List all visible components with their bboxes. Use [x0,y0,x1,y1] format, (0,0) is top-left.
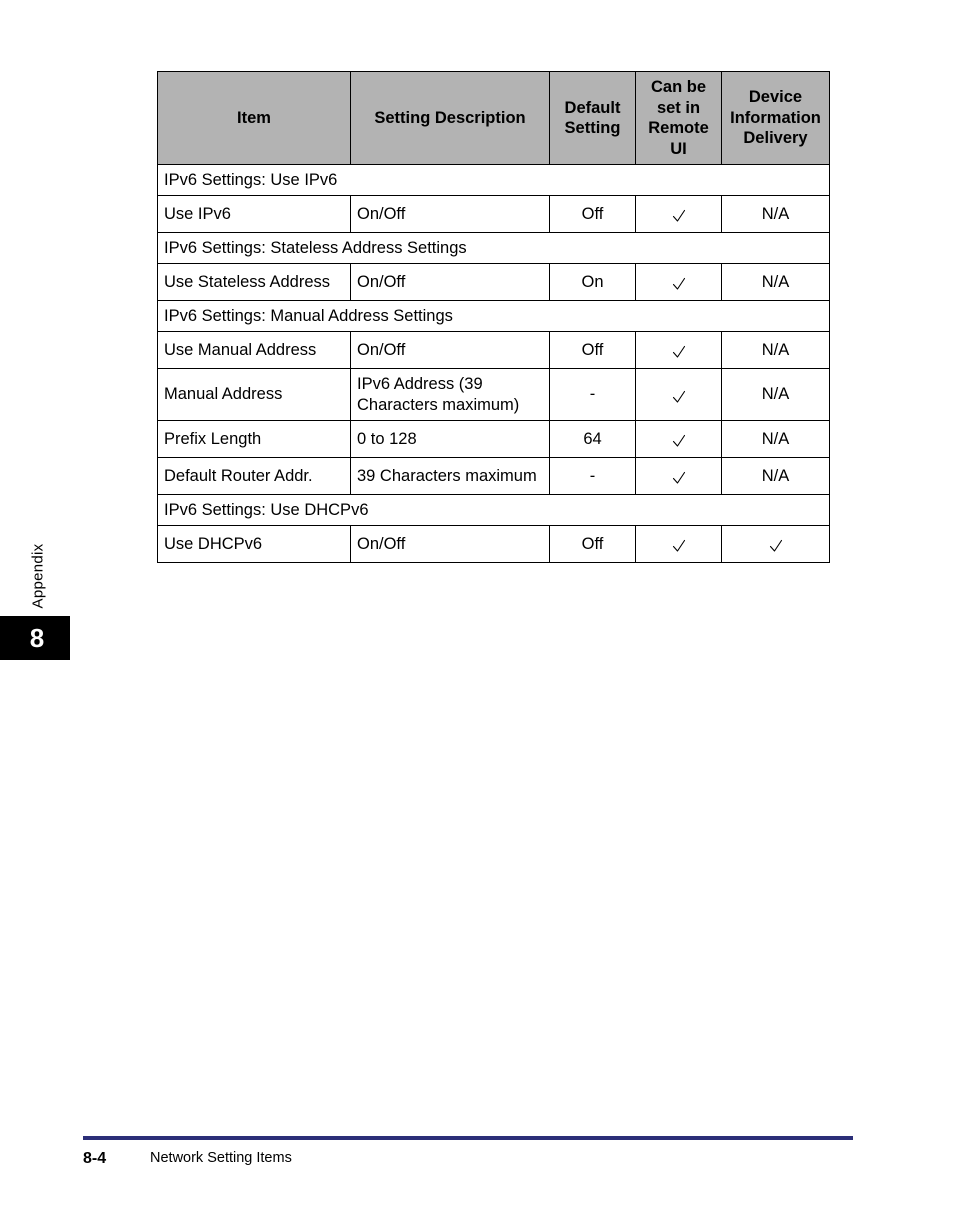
cell-device-info-delivery: N/A [722,458,830,495]
header-setting-description: Setting Description [351,72,550,165]
checkmark-icon [671,389,687,405]
chapter-number: 8 [29,622,45,653]
cell-remote-ui [636,458,722,495]
cell-default-setting: 64 [550,421,636,458]
cell-device-info-delivery: N/A [722,421,830,458]
cell-default-setting: Off [550,526,636,563]
section-label: IPv6 Settings: Manual Address Settings [158,301,830,332]
table-row [158,264,830,301]
table-row [158,196,830,233]
cell-item: Prefix Length [158,421,351,458]
cell-setting-description: On/Off [351,526,550,563]
table-section-row [158,233,830,264]
checkmark-icon [671,344,687,360]
appendix-label-text: Appendix [29,543,47,609]
table-row [158,332,830,369]
checkmark-icon [671,538,687,554]
table-section-row [158,301,830,332]
cell-remote-ui [636,526,722,563]
cell-item: Use DHCPv6 [158,526,351,563]
table-row [158,526,830,563]
checkmark-icon [671,433,687,449]
cell-setting-description: 0 to 128 [351,421,550,458]
table-row [158,458,830,495]
footer-title: Network Setting Items [150,1150,292,1166]
cell-setting-description: On/Off [351,196,550,233]
header-remote-ui: Can be set in Remote UI [636,72,722,165]
checkmark-icon [671,276,687,292]
table-header-row [158,72,830,165]
cell-item: Use Stateless Address [158,264,351,301]
settings-table [157,71,830,563]
cell-device-info-delivery: N/A [722,332,830,369]
header-item: Item [158,72,351,165]
cell-remote-ui [636,369,722,421]
cell-remote-ui [636,196,722,233]
header-default-setting: Default Setting [550,72,636,165]
cell-item: Use Manual Address [158,332,351,369]
page-number: 8-4 [83,1150,107,1167]
cell-default-setting: - [550,369,636,421]
cell-default-setting: Off [550,332,636,369]
cell-remote-ui [636,332,722,369]
cell-item: Default Router Addr. [158,458,351,495]
cell-device-info-delivery: N/A [722,264,830,301]
cell-device-info-delivery: N/A [722,369,830,421]
cell-default-setting: On [550,264,636,301]
cell-remote-ui [636,421,722,458]
section-label: IPv6 Settings: Use IPv6 [158,165,830,196]
cell-device-info-delivery [722,526,830,563]
cell-setting-description: 39 Characters maximum [351,458,550,495]
cell-setting-description: On/Off [351,332,550,369]
checkmark-icon [671,470,687,486]
chapter-tab [0,616,70,660]
cell-remote-ui [636,264,722,301]
header-device-info-delivery: Device Information Delivery [722,72,830,165]
section-label: IPv6 Settings: Use DHCPv6 [158,495,830,526]
checkmark-icon [671,208,687,224]
section-label: IPv6 Settings: Stateless Address Settings [158,233,830,264]
table-row [158,369,830,421]
cell-default-setting: - [550,458,636,495]
table-row [158,421,830,458]
table-body [158,165,830,563]
cell-device-info-delivery: N/A [722,196,830,233]
cell-item: Use IPv6 [158,196,351,233]
cell-default-setting: Off [550,196,636,233]
table-section-row [158,495,830,526]
cell-setting-description: IPv6 Address (39 Characters maximum) [351,369,550,421]
cell-item: Manual Address [158,369,351,421]
table-section-row [158,165,830,196]
footer-rule [83,1136,853,1140]
appendix-side-label [26,540,50,612]
cell-setting-description: On/Off [351,264,550,301]
checkmark-icon [768,538,784,554]
